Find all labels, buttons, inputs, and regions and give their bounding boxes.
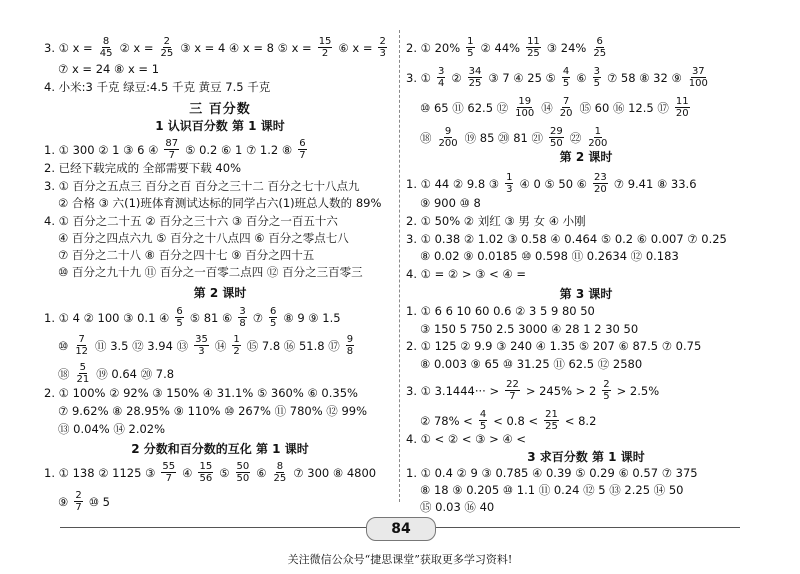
answer-text: 4. ① = ② > ③ < ④ = — [406, 267, 526, 281]
answer-text: ⑥ — [576, 70, 587, 85]
answer-text: ⑭ — [541, 100, 553, 115]
answer-text: ③ 7 ④ 25 ⑤ — [488, 70, 556, 85]
answer-line — [420, 196, 481, 210]
answer-line — [406, 466, 698, 480]
answer-text: ⑩ 65 ⑪ 62.5 ⑫ — [420, 100, 509, 115]
fraction-denominator: 56 — [199, 473, 213, 484]
answer-text: ② 44% — [480, 40, 521, 55]
fraction — [273, 461, 288, 484]
answer-text: ④ 百分之四点六九 ⑤ 百分之十八点四 ⑥ 百分之零点七八 — [58, 231, 349, 245]
fraction — [592, 36, 607, 59]
fraction — [468, 66, 483, 89]
fraction — [593, 66, 601, 89]
fraction-numerator: 29 — [549, 126, 563, 137]
fraction-denominator: 20 — [594, 184, 607, 195]
fraction — [74, 490, 82, 513]
answer-text: ⑥ x = — [338, 40, 373, 55]
fraction-numerator: 5 — [79, 362, 87, 373]
section-heading: 1 认识百分数 第 1 课时 — [155, 119, 285, 133]
fraction-denominator: 5 — [176, 318, 183, 329]
fraction-denominator: 25 — [468, 78, 482, 89]
answer-text: ⑦ — [252, 310, 263, 325]
footer-rule-right — [430, 527, 740, 528]
fraction — [76, 362, 91, 385]
fraction — [269, 306, 277, 329]
answer-line — [44, 214, 338, 228]
fraction-denominator: 5 — [467, 48, 474, 59]
answer-text: ⑦ 9.41 ⑧ 33.6 — [613, 176, 697, 191]
fraction-numerator: 8 — [276, 461, 284, 472]
fraction-numerator: 1 — [467, 36, 474, 47]
answer-text: ⑱ — [58, 366, 70, 381]
fraction-numerator: 6 — [176, 306, 183, 317]
answer-text: 2. ① 20% — [406, 40, 461, 55]
fraction-numerator: 34 — [468, 66, 482, 77]
fraction-numerator: 21 — [545, 409, 558, 420]
fraction-denominator: 3 — [198, 346, 205, 357]
answer-line — [406, 432, 526, 446]
answer-text: ⑮ 0.03 ⑯ 40 — [420, 500, 495, 514]
fraction-denominator: 5 — [479, 421, 487, 432]
fraction — [587, 126, 608, 149]
answer-text: 2. 已经下载完成的 全部需要下载 40% — [44, 161, 241, 175]
fraction — [99, 36, 114, 59]
answer-text: ⑩ 5 — [88, 494, 110, 509]
section-heading: 第 2 课时 — [193, 286, 247, 300]
column-divider — [399, 30, 400, 502]
fraction-denominator: 5 — [562, 78, 570, 89]
fraction — [438, 126, 459, 149]
fraction — [238, 306, 246, 329]
fraction-denominator: 21 — [76, 374, 90, 385]
answer-line — [44, 80, 270, 94]
answer-text: 4. 小米:3 千克 绿豆:4.5 千克 黄豆 7.5 千克 — [44, 80, 271, 94]
answer-text: ② — [451, 70, 462, 85]
fraction-denominator: 25 — [545, 421, 558, 432]
fraction — [318, 36, 333, 59]
answer-text: 3. ① x = — [44, 40, 93, 55]
fraction-numerator: 9 — [346, 334, 354, 345]
fraction-numerator: 87 — [165, 138, 179, 149]
fraction-numerator: 11 — [527, 36, 540, 47]
answer-line — [58, 231, 349, 245]
fraction-denominator: 8 — [239, 318, 246, 329]
fraction-numerator: 1 — [233, 334, 240, 345]
answer-text: ⑦ 58 ⑧ 32 ⑨ — [606, 70, 682, 85]
answer-line — [58, 490, 110, 513]
fraction — [437, 66, 445, 89]
answer-line — [44, 386, 358, 400]
answer-text: ⑨ 900 ⑩ 8 — [420, 196, 481, 210]
fraction-denominator: 7 — [75, 502, 82, 513]
answer-text: ⑱ — [420, 130, 432, 145]
fraction — [549, 126, 564, 149]
fraction-numerator: 19 — [518, 96, 532, 107]
fraction — [164, 138, 179, 161]
fraction-numerator: 4 — [479, 409, 487, 420]
answer-line — [58, 62, 159, 76]
answer-text: ⑲ 85 ⑳ 81 ㉑ — [464, 130, 543, 145]
answer-line — [420, 483, 683, 497]
fraction-numerator: 23 — [594, 172, 607, 183]
answer-text: ⑦ 300 ⑧ 4800 — [293, 465, 377, 480]
answer-line — [406, 66, 710, 89]
fraction — [526, 36, 541, 59]
answer-line — [44, 461, 376, 484]
answer-text: 4. ① < ② < ③ > ④ < — [406, 432, 526, 446]
fraction-denominator: 50 — [236, 473, 250, 484]
answer-text: ⑲ 0.64 ⑳ 7.8 — [96, 366, 175, 381]
fraction — [562, 66, 570, 89]
fraction — [675, 96, 690, 119]
answer-text: ⑤ 81 ⑥ — [189, 310, 233, 325]
answer-text: 2. ① 100% ② 92% ③ 150% ④ 31.1% ⑤ 360% ⑥ 0.35% — [44, 386, 358, 400]
answer-text: ④ 0 ⑤ 50 ⑥ — [519, 176, 587, 191]
answer-line — [420, 357, 642, 371]
fraction — [602, 379, 610, 402]
answer-line — [44, 306, 341, 329]
answer-text: < 0.8 < — [493, 413, 539, 428]
fraction-numerator: 6 — [270, 306, 277, 317]
answer-text: 3. ① 3.1444··· > — [406, 383, 500, 398]
answer-text: ③ x = 4 ④ x = 8 ⑤ x = — [180, 40, 312, 55]
fraction-numerator: 9 — [444, 126, 452, 137]
answer-text: ⑬ 0.04% ⑭ 2.02% — [58, 422, 166, 436]
fraction — [378, 36, 386, 59]
answer-line — [58, 196, 381, 210]
answer-line — [420, 126, 609, 149]
answer-text: ⑪ 3.5 ⑫ 3.94 ⑬ — [95, 338, 189, 353]
fraction-denominator: 25 — [273, 473, 287, 484]
left-column — [44, 32, 396, 513]
fraction-numerator: 22 — [506, 379, 519, 390]
fraction-denominator: 7 — [168, 150, 175, 161]
answer-text: 1. ① 6 6 10 60 0.6 ② 3 5 9 80 50 — [406, 304, 595, 318]
answer-text: ⑨ — [58, 494, 69, 509]
section-heading: 第 2 课时 — [559, 150, 613, 164]
answer-line — [44, 36, 388, 59]
answer-text: ⑭ — [214, 338, 227, 353]
fraction — [298, 138, 306, 161]
fraction-numerator: 2 — [75, 490, 82, 501]
fraction — [232, 334, 240, 357]
answer-text: ⑩ 百分之九十九 ⑪ 百分之一百零二点四 ⑫ 百分之三百零三 — [58, 265, 363, 279]
answer-text: ⑦ x = 24 ⑧ x = 1 — [58, 62, 160, 76]
section-heading: 三 百分数 — [189, 102, 251, 117]
fraction — [74, 334, 89, 357]
answer-text: ⑧ 9 ⑨ 1.5 — [283, 310, 341, 325]
fraction-denominator: 8 — [346, 346, 354, 357]
fraction-numerator: 11 — [675, 96, 689, 107]
answer-line — [406, 304, 595, 318]
fraction-denominator: 5 — [603, 391, 610, 402]
answer-line — [406, 172, 697, 195]
fraction — [175, 306, 183, 329]
answer-text: ⑤ — [219, 465, 230, 480]
fraction — [544, 409, 559, 432]
fraction-numerator: 7 — [562, 96, 570, 107]
fraction — [593, 172, 608, 195]
fraction — [198, 461, 213, 484]
answer-text: ⑦ 百分之二十八 ⑧ 百分之四十七 ⑨ 百分之四十五 — [58, 248, 315, 262]
fraction-denominator: 25 — [593, 48, 607, 59]
answer-line — [406, 36, 608, 59]
fraction-numerator: 37 — [691, 66, 705, 77]
answer-line — [406, 267, 526, 281]
section-heading: 3 求百分数 第 1 课时 — [527, 450, 645, 464]
section-heading: 2 分数和百分数的互化 第 1 课时 — [131, 442, 309, 456]
fraction-denominator: 100 — [688, 78, 708, 89]
answer-text: ⑧ 0.02 ⑨ 0.0185 ⑩ 0.598 ⑪ 0.2634 ⑫ 0.183 — [420, 249, 679, 263]
answer-text: ⑩ — [58, 338, 69, 353]
fraction — [479, 409, 487, 432]
page-number: 84 — [391, 521, 411, 537]
answer-text: 1. ① 0.4 ② 9 ③ 0.785 ④ 0.39 ⑤ 0.29 ⑥ 0.57 ⑦ 375 — [406, 466, 698, 480]
fraction-denominator: 2 — [233, 346, 240, 357]
fraction-numerator: 6 — [299, 138, 306, 149]
fraction-numerator: 1 — [594, 126, 601, 137]
answer-text: ③ 150 5 750 2.5 3000 ④ 28 1 2 30 50 — [420, 322, 639, 336]
answer-text: ⑧ 18 ⑨ 0.205 ⑩ 1.1 ⑪ 0.24 ⑫ 5 ⑬ 2.25 ⑭ 50 — [420, 483, 684, 497]
fraction-denominator: 3 — [379, 48, 386, 59]
answer-text: 3. ① — [406, 70, 431, 85]
fraction-denominator: 7 — [509, 391, 516, 402]
fraction — [466, 36, 474, 59]
fraction — [346, 334, 354, 357]
fraction-denominator: 200 — [438, 138, 458, 149]
fraction-numerator: 1 — [506, 172, 513, 183]
answer-line — [58, 334, 355, 357]
fraction-denominator: 4 — [437, 78, 445, 89]
fraction-denominator: 7 — [299, 150, 306, 161]
fraction-numerator: 15 — [318, 36, 332, 47]
fraction-denominator: 25 — [527, 48, 540, 59]
answer-text: > 245% > 2 — [525, 383, 597, 398]
answer-text: ⑮ 7.8 ⑯ 51.8 ⑰ — [246, 338, 340, 353]
fraction-numerator: 2 — [603, 379, 610, 390]
answer-line — [58, 422, 165, 436]
fraction-denominator: 5 — [593, 78, 600, 89]
fraction-numerator: 7 — [78, 334, 85, 345]
answer-line — [406, 214, 586, 228]
answer-text: ② 合格 ③ 六(1)班体育测试达标的同学占六(1)班总人数的 89% — [58, 196, 382, 210]
fraction-denominator: 100 — [515, 108, 535, 119]
answer-text: ㉒ — [569, 130, 582, 145]
answer-line — [406, 339, 701, 353]
answer-line — [406, 379, 659, 402]
fraction-numerator: 35 — [195, 334, 208, 345]
answer-line — [420, 322, 638, 336]
fraction-denominator: 20 — [675, 108, 689, 119]
fraction — [514, 96, 535, 119]
footer-note: 关注微信公众号“捷思课堂”获取更多学习资料! — [287, 553, 513, 566]
fraction-denominator: 7 — [165, 473, 172, 484]
answer-text: 1. ① 44 ② 9.8 ③ — [406, 176, 500, 191]
fraction-denominator: 50 — [549, 138, 563, 149]
fraction-numerator: 55 — [162, 461, 176, 472]
answer-text: < 8.2 — [564, 413, 597, 428]
answer-text: 1. ① 300 ② 1 ③ 6 ④ — [44, 142, 159, 157]
answer-line — [44, 179, 360, 193]
answer-text: ⑥ — [256, 465, 267, 480]
fraction-denominator: 25 — [160, 48, 174, 59]
fraction-denominator: 12 — [75, 346, 89, 357]
fraction-numerator: 3 — [593, 66, 600, 77]
fraction — [688, 66, 709, 89]
answer-text: ⑮ 60 ⑯ 12.5 ⑰ — [579, 100, 669, 115]
fraction-numerator: 8 — [102, 36, 110, 47]
answer-text: ⑦ 9.62% ⑧ 28.95% ⑨ 110% ⑩ 267% ⑪ 780% ⑫ 99% — [58, 404, 368, 418]
answer-text: 1. ① 4 ② 100 ③ 0.1 ④ — [44, 310, 170, 325]
fraction-numerator: 15 — [199, 461, 213, 472]
answer-line — [406, 232, 727, 246]
answer-text: 1. ① 138 ② 1125 ③ — [44, 465, 156, 480]
answer-line — [58, 404, 367, 418]
fraction-numerator: 4 — [562, 66, 570, 77]
fraction-numerator: 3 — [239, 306, 246, 317]
answer-text: ② 78% < — [420, 413, 473, 428]
answer-text: 3. ① 0.38 ② 1.02 ③ 0.58 ④ 0.464 ⑤ 0.2 ⑥ 0.007 ⑦ 0.25 — [406, 232, 727, 246]
answer-line — [44, 138, 308, 161]
fraction — [505, 172, 513, 195]
answer-line — [420, 249, 679, 263]
answer-line — [420, 96, 691, 119]
answer-line — [44, 161, 241, 175]
answer-text: 2. ① 125 ② 9.9 ③ 240 ④ 1.35 ⑤ 207 ⑥ 87.5 ⑦ 0.75 — [406, 339, 702, 353]
answer-line — [420, 409, 596, 432]
fraction — [161, 461, 176, 484]
answer-text: 3. ① 百分之五点三 百分之百 百分之三十二 百分之七十八点九 — [44, 179, 360, 193]
fraction — [505, 379, 520, 402]
answer-text: ④ — [182, 465, 193, 480]
answer-text: ⑧ 0.003 ⑨ 65 ⑩ 31.25 ⑪ 62.5 ⑫ 2580 — [420, 357, 643, 371]
footer-rule-left — [60, 527, 370, 528]
fraction-numerator: 6 — [596, 36, 603, 47]
fraction-denominator: 2 — [321, 48, 329, 59]
fraction-numerator: 2 — [379, 36, 386, 47]
fraction-denominator: 5 — [270, 318, 277, 329]
answer-text: 4. ① 百分之二十五 ② 百分之三十六 ③ 百分之一百五十六 — [44, 214, 338, 228]
fraction — [559, 96, 574, 119]
answer-line — [58, 248, 314, 262]
fraction-numerator: 3 — [437, 66, 445, 77]
answer-text: ⑤ 0.2 ⑥ 1 ⑦ 1.2 ⑧ — [185, 142, 293, 157]
answer-text: ② x = — [119, 40, 154, 55]
fraction-denominator: 20 — [559, 108, 573, 119]
fraction-numerator: 50 — [236, 461, 250, 472]
fraction — [236, 461, 251, 484]
page-number-badge — [366, 517, 436, 541]
answer-text: 2. ① 50% ② 刘红 ③ 男 女 ④ 小刚 — [406, 214, 586, 228]
fraction — [194, 334, 209, 357]
answer-line — [58, 362, 174, 385]
fraction-denominator: 200 — [588, 138, 608, 149]
answer-text: > 2.5% — [616, 383, 660, 398]
answer-line — [420, 500, 494, 514]
answer-line — [58, 265, 363, 279]
fraction — [160, 36, 175, 59]
answer-text: ③ 24% — [546, 40, 587, 55]
section-heading: 第 3 课时 — [559, 287, 613, 301]
fraction-denominator: 3 — [506, 184, 513, 195]
right-column — [406, 32, 766, 514]
fraction-denominator: 45 — [99, 48, 113, 59]
fraction-numerator: 2 — [163, 36, 171, 47]
